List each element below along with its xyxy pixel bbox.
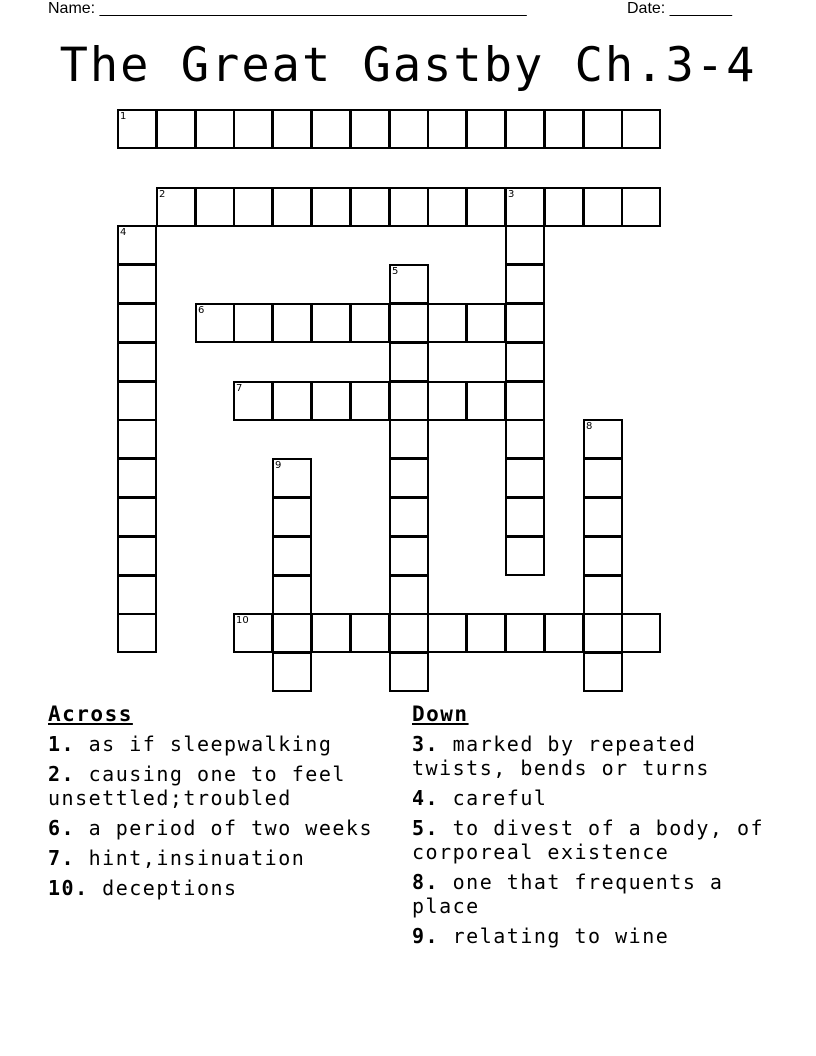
crossword-cell[interactable] (583, 536, 623, 576)
crossword-cell[interactable] (389, 381, 429, 421)
crossword-cell[interactable] (505, 458, 545, 498)
crossword-cell[interactable] (544, 109, 584, 149)
crossword-cell[interactable] (350, 187, 390, 227)
across-clue (48, 816, 398, 840)
crossword-cell[interactable] (195, 109, 235, 149)
crossword-cell[interactable] (117, 613, 157, 653)
crossword-cell[interactable] (583, 575, 623, 615)
down-clues (412, 702, 772, 954)
crossword-cell[interactable] (117, 342, 157, 382)
crossword-cell[interactable] (272, 575, 312, 615)
crossword-cell[interactable] (389, 458, 429, 498)
crossword-cell[interactable] (389, 652, 429, 692)
crossword-cell[interactable] (233, 613, 273, 653)
crossword-cell[interactable] (505, 613, 545, 653)
crossword-cell[interactable] (195, 187, 235, 227)
clue-number: 3. (412, 732, 440, 756)
crossword-cell[interactable] (272, 652, 312, 692)
crossword-cell[interactable] (117, 225, 157, 265)
crossword-cell[interactable] (389, 613, 429, 653)
crossword-cell[interactable] (272, 536, 312, 576)
clue-number: 2. (48, 762, 76, 786)
cell-number: 6 (198, 305, 205, 316)
down-clue (412, 924, 772, 948)
crossword-cell[interactable] (583, 613, 623, 653)
clue-text: deceptions (88, 876, 238, 900)
crossword-cell[interactable] (156, 187, 196, 227)
crossword-cell[interactable] (505, 109, 545, 149)
cell-number: 4 (120, 227, 127, 238)
crossword-cell[interactable] (117, 381, 157, 421)
crossword-cell[interactable] (117, 575, 157, 615)
crossword-cell[interactable] (583, 652, 623, 692)
page-title: The Great Gastby Ch.3-4 (59, 38, 757, 93)
crossword-cell[interactable] (117, 536, 157, 576)
crossword-cell[interactable] (195, 303, 235, 343)
crossword-cell[interactable] (583, 458, 623, 498)
crossword-cell[interactable] (272, 613, 312, 653)
crossword-cell[interactable] (583, 109, 623, 149)
clue-text: causing one to feel unsettled;troubled (48, 762, 346, 810)
crossword-cell[interactable] (544, 613, 584, 653)
crossword-cell[interactable] (427, 381, 467, 421)
crossword-cell[interactable] (466, 303, 506, 343)
crossword-cell[interactable] (389, 342, 429, 382)
crossword-cell[interactable] (311, 303, 351, 343)
clue-text: a period of two weeks (75, 816, 373, 840)
crossword-cell[interactable] (117, 264, 157, 304)
down-clue (412, 732, 772, 780)
cell-number: 10 (236, 615, 249, 626)
cell-number: 5 (392, 266, 399, 277)
crossword-cell[interactable] (389, 536, 429, 576)
crossword-cell[interactable] (505, 342, 545, 382)
crossword-cell[interactable] (311, 187, 351, 227)
crossword-cell[interactable] (389, 419, 429, 459)
crossword-cell[interactable] (466, 381, 506, 421)
crossword-cell[interactable] (389, 303, 429, 343)
crossword-cell[interactable] (466, 187, 506, 227)
crossword-cell[interactable] (311, 613, 351, 653)
crossword-cell[interactable] (505, 225, 545, 265)
down-clue (412, 786, 772, 810)
crossword-cell[interactable] (427, 613, 467, 653)
crossword-cell[interactable] (117, 419, 157, 459)
crossword-cell[interactable] (350, 613, 390, 653)
clue-text: marked by repeated twists, bends or turns (412, 732, 710, 780)
clue-text: one that frequents a place (412, 870, 724, 918)
crossword-cell[interactable] (466, 613, 506, 653)
crossword-cell[interactable] (389, 109, 429, 149)
clue-text: careful (439, 786, 548, 810)
crossword-cell[interactable] (505, 264, 545, 304)
down-clue (412, 816, 772, 864)
across-heading: Across (48, 702, 133, 726)
clue-text: hint,insinuation (75, 846, 306, 870)
down-heading: Down (412, 702, 469, 726)
crossword-cell[interactable] (389, 497, 429, 537)
crossword-cell[interactable] (621, 109, 661, 149)
crossword-cell[interactable] (427, 303, 467, 343)
crossword-cell[interactable] (156, 109, 196, 149)
crossword-cell[interactable] (505, 187, 545, 227)
crossword-cell[interactable] (233, 109, 273, 149)
crossword-cell[interactable] (505, 381, 545, 421)
across-clue (48, 732, 398, 756)
crossword-cell[interactable] (311, 381, 351, 421)
crossword-cell[interactable] (583, 419, 623, 459)
crossword-cell[interactable] (233, 303, 273, 343)
clue-text: to divest of a body, of corporeal existence (412, 816, 765, 864)
crossword-cell[interactable] (272, 303, 312, 343)
crossword-cell[interactable] (350, 109, 390, 149)
across-clue (48, 846, 398, 870)
cell-number: 3 (508, 189, 515, 200)
crossword-cell[interactable] (389, 575, 429, 615)
clue-number: 10. (48, 876, 89, 900)
crossword-cell[interactable] (117, 458, 157, 498)
clue-text: relating to wine (439, 924, 670, 948)
crossword-cell[interactable] (505, 303, 545, 343)
crossword-cell[interactable] (233, 187, 273, 227)
cell-number: 2 (159, 189, 166, 200)
cell-number: 1 (120, 111, 127, 122)
clue-number: 8. (412, 870, 440, 894)
crossword-cell[interactable] (272, 497, 312, 537)
crossword-cell[interactable] (233, 381, 273, 421)
clue-number: 1. (48, 732, 76, 756)
crossword-cell[interactable] (117, 497, 157, 537)
crossword-cell[interactable] (505, 536, 545, 576)
crossword-cell[interactable] (621, 613, 661, 653)
crossword-cell[interactable] (272, 458, 312, 498)
crossword-cell[interactable] (389, 264, 429, 304)
crossword-cell[interactable] (427, 109, 467, 149)
cell-number: 9 (275, 460, 282, 471)
clue-text: as if sleepwalking (75, 732, 333, 756)
crossword-cell[interactable] (427, 187, 467, 227)
clue-number: 5. (412, 816, 440, 840)
cell-number: 8 (586, 421, 593, 432)
crossword-cell[interactable] (505, 497, 545, 537)
crossword-cell[interactable] (583, 497, 623, 537)
crossword-cell[interactable] (505, 419, 545, 459)
crossword-cell[interactable] (272, 381, 312, 421)
crossword-cell[interactable] (272, 109, 312, 149)
crossword-cell[interactable] (544, 187, 584, 227)
cell-number: 7 (236, 383, 243, 394)
crossword-cell[interactable] (350, 303, 390, 343)
clue-number: 9. (412, 924, 440, 948)
crossword-cell[interactable] (117, 109, 157, 149)
date-field-line: Date: _______ (627, 0, 732, 17)
crossword-cell[interactable] (117, 303, 157, 343)
crossword-cell[interactable] (621, 187, 661, 227)
clue-number: 6. (48, 816, 76, 840)
name-field-line: Name: ________________________________________________ (48, 0, 527, 17)
crossword-cell[interactable] (466, 109, 506, 149)
crossword-cell[interactable] (272, 187, 312, 227)
crossword-cell[interactable] (583, 187, 623, 227)
clue-number: 4. (412, 786, 440, 810)
clue-number: 7. (48, 846, 76, 870)
across-clues (48, 702, 398, 906)
crossword-cell[interactable] (389, 187, 429, 227)
down-clue (412, 870, 772, 918)
across-clue (48, 762, 398, 810)
crossword-cell[interactable] (311, 109, 351, 149)
crossword-cell[interactable] (350, 381, 390, 421)
across-clue (48, 876, 398, 900)
